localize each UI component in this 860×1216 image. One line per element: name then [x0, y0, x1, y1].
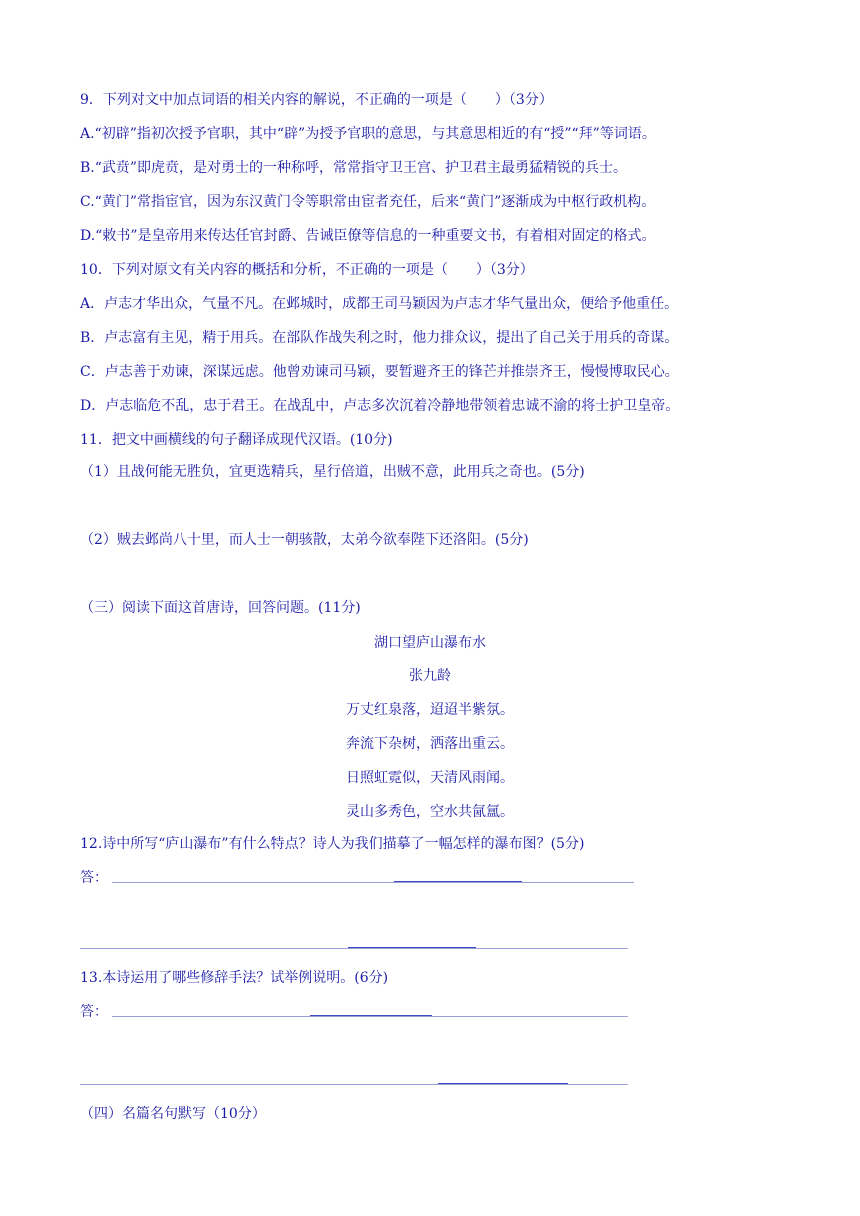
q10-option-c: C．卢志善于劝谏，深谋远虑。他曾劝谏司马颖，要暂避齐王的锋芒并推崇齐王，慢慢博取民心。	[80, 364, 679, 380]
q10-option-d: D．卢志临危不乱，忠于君王。在战乱中，卢志多次沉着冷静地带领着忠诚不渝的将士护卫皇帝。	[80, 398, 680, 414]
q12-answer-label: 答：	[80, 870, 108, 886]
q13-answer-line-1-accent	[310, 1015, 432, 1016]
q11-sentence-1: （1）且战何能无胜负，宜更选精兵，星行倍道，出贼不意，此用兵之奇也。(5分)	[80, 464, 585, 480]
q10-stem: 10．下列对原文有关内容的概括和分析，不正确的一项是（ ）（3分）	[80, 262, 534, 278]
q9-option-a: A.“初辟”指初次授予官职，其中“辟”为授予官职的意思，与其意思相近的有“授”“拜”等词语。	[80, 126, 656, 142]
q9-option-d: D.“敕书”是皇帝用来传达任官封爵、告诫臣僚等信息的一种重要文书，有着相对固定的格式。	[80, 228, 656, 244]
poem-line-3: 日照虹霓似，天清风雨闻。	[346, 770, 514, 786]
q9-option-b: B.“武贲”即虎贲，是对勇士的一种称呼，常常指守卫王宫、护卫君主最勇猛精锐的兵士。	[80, 160, 628, 176]
q12-answer-line-2-accent	[348, 947, 476, 948]
q10-option-a: A．卢志才华出众，气量不凡。在邺城时，成都王司马颖因为卢志才华气量出众，便给予他重任。	[80, 296, 679, 312]
q13-stem: 13.本诗运用了哪些修辞手法？试举例说明。(6分)	[80, 970, 389, 986]
poem-line-1: 万丈红泉落，迢迢半紫氛。	[346, 702, 514, 718]
poem-line-4: 灵山多秀色，空水共氤氲。	[346, 804, 514, 820]
q12-answer-row	[80, 868, 640, 888]
q12-answer-line-1-accent	[394, 881, 522, 882]
q12-answer-row-2	[80, 934, 640, 954]
q13-answer-line-2	[80, 1084, 628, 1085]
q12-answer-line-2	[80, 948, 628, 949]
q9-stem: 9．下列对文中加点词语的相关内容的解说，不正确的一项是（ ）（3分）	[80, 92, 553, 108]
section3-heading: （三）阅读下面这首唐诗，回答问题。(11分)	[80, 600, 361, 616]
q12-stem: 12.诗中所写“庐山瀑布”有什么特点？诗人为我们描摹了一幅怎样的瀑布图？(5分)	[80, 836, 585, 852]
q9-option-c: C.“黄门”常指宦官，因为东汉黄门令等职常由宦者充任，后来“黄门”逐渐成为中枢行政机构。	[80, 194, 656, 210]
q11-stem: 11．把文中画横线的句子翻译成现代汉语。(10分)	[80, 432, 393, 448]
q13-answer-row	[80, 1002, 640, 1022]
section4-heading: （四）名篇名句默写（10分）	[80, 1106, 266, 1122]
q10-option-b: B．卢志富有主见，精于用兵。在部队作战失利之时，他力排众议，提出了自己关于用兵的奇谋。	[80, 330, 679, 346]
q11-sentence-2: （2）贼去邺尚八十里，而人士一朝骇散，太弟今欲奉陛下还洛阳。(5分)	[80, 532, 529, 548]
q12-answer-line-1	[112, 882, 634, 883]
q13-answer-line-1	[112, 1016, 628, 1017]
q13-answer-label: 答：	[80, 1004, 108, 1020]
q13-answer-line-2-accent	[438, 1083, 568, 1084]
poem-line-2: 奔流下杂树，洒落出重云。	[346, 736, 514, 752]
q13-answer-row-2	[80, 1070, 640, 1090]
poem-author: 张九龄	[409, 668, 451, 684]
poem-title: 湖口望庐山瀑布水	[374, 635, 486, 651]
